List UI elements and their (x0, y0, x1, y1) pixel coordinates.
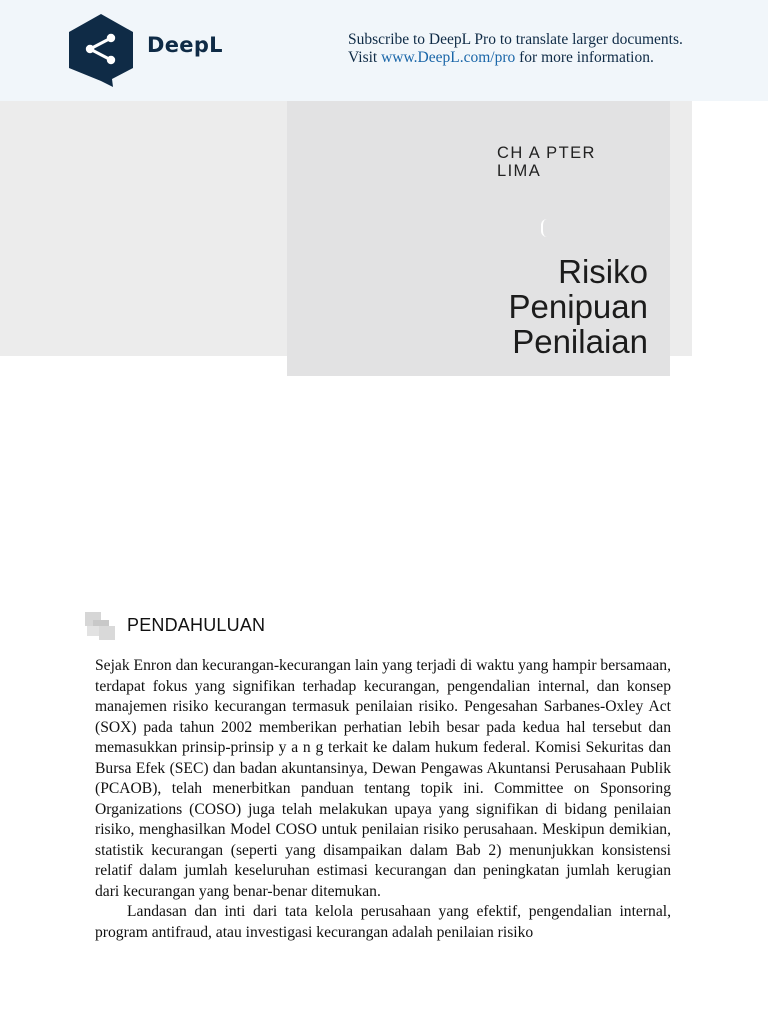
section-heading: PENDAHULUAN (127, 615, 266, 635)
deepl-logo-icon[interactable] (66, 12, 136, 88)
deepl-brand-name: DeepL (147, 33, 223, 57)
deepl-banner (0, 0, 768, 101)
promo-line-1: Subscribe to DeepL Pro to translate larger documents. (348, 31, 683, 48)
chapter-title-line-2: Penipuan (508, 288, 648, 325)
body-text (95, 656, 671, 943)
promo-visit-text: Visit (348, 49, 378, 66)
chapter-label-line-1: CH A PTER (497, 144, 596, 162)
chapter-title-line-3: Penilaian (512, 323, 648, 360)
deepl-pro-link[interactable]: www.DeepL.com/pro (381, 49, 516, 66)
chapter-number: LIMA (497, 162, 542, 180)
paragraph-1: Sejak Enron dan kecurangan-kecurangan lain yang terjadi di waktu yang hampir bersamaan, terdapat fokus yang signifikan terhadap kecurangan, pengendalian internal, dan konsep manajemen risiko kecurangan termasuk penilaian risiko. Pengesahan Sarbanes-Oxley Act (SOX) pada tahun 2002 memberikan perhatian lebih besar pada kedua hal tersebut dan memasukkan prinsip-prinsip y a n g terkait ke dalam hukum federal. Komisi Sekuritas dan Bursa Efek (SEC) dan badan akuntansinya, Dewan Pengawas Akuntansi Perusahaan Publik (PCAOB), telah menerbitkan panduan tentang topik ini. Committee on Sponsoring Organizations (COSO) juga telah melakukan upaya yang signifikan di bidang penilaian risiko, menghasilkan Model COSO untuk penilaian risiko perusahaan. Meskipun demikian, statistik kecurangan (seperti yang disampaikan dalam Bab 2) menunjukkan konsistensi relatif dalam jumlah keseluruhan estimasi kecurangan dan peningkatan jumlah kerugian dari kecurangan yang benar-benar ditemukan. (95, 657, 671, 900)
promo-line-2 (348, 49, 683, 67)
promo-suffix-text: for more information. (519, 49, 654, 66)
chapter-label (497, 144, 596, 180)
chapter-title-line-1: Risiko (558, 253, 648, 290)
promo-message (348, 31, 683, 67)
chapter-title (509, 254, 648, 359)
section-bullet-icon (85, 612, 117, 640)
paragraph-2: Landasan dan inti dari tata kelola perusahaan yang efektif, pengendalian internal, program antifraud, atau investigasi kecurangan adalah penilaian risiko (95, 903, 671, 941)
decorative-mark (541, 219, 549, 237)
